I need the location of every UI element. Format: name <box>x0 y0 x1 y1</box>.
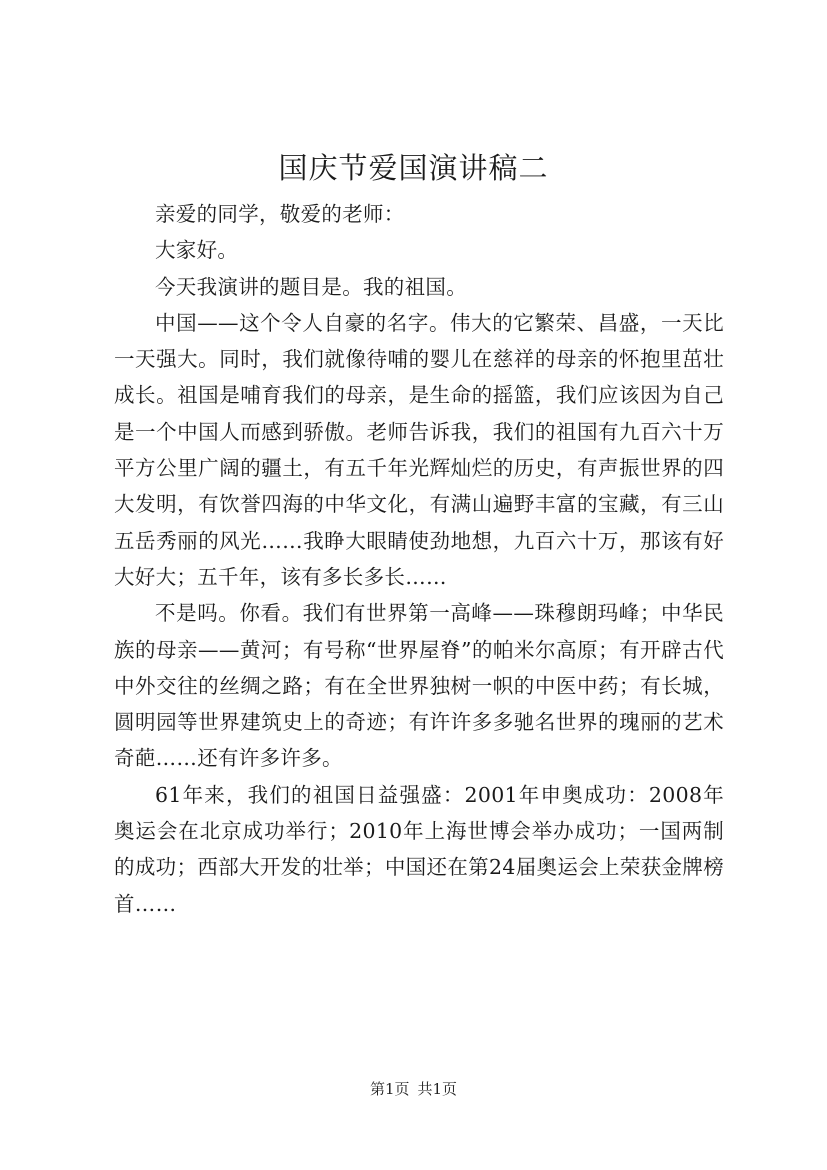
paragraph-achievements: 61年来，我们的祖国日益强盛：2001年申奥成功：2008年奥运会在北京成功举行；2010年上海世博会举办成功；一国两制的成功；西部大开发的壮举；中国还在第24届奥运会上荣获金牌榜首…… <box>114 782 724 916</box>
document-title: 国庆节爱国演讲稿二 <box>278 151 549 185</box>
paragraph-greeting: 亲爱的同学，敬爱的老师： <box>155 202 405 226</box>
document-body <box>114 196 724 922</box>
paragraph-topic: 今天我演讲的题目是。我的祖国。 <box>155 274 467 299</box>
paragraph-china: 中国——这个令人自豪的名字。伟大的它繁荣、昌盛，一天比一天强大。同时，我们就像待哺的婴儿在慈祥的母亲的怀抱里茁壮成长。祖国是哺育我们的母亲，是生命的摇篮，我们应该因为自己是一个中国人而感到骄傲。老师告诉我，我们的祖国有九百六十万平方公里广阔的疆土，有五千年光辉灿烂的历史，有声振世界的四大发明，有饮誉四海的中华文化，有满山遍野丰富的宝藏，有三山五岳秀丽的风光……我睁大眼睛使劲地想，九百六十万，那该有好大好大；五千年，该有多长多长…… <box>114 310 724 589</box>
page-total: 共1页 <box>417 1080 458 1098</box>
paragraph-wonders: 不是吗。你看。我们有世界第一高峰——珠穆朗玛峰；中华民族的母亲——黄河；有号称“世界屋脊”的帕米尔高原；有开辟古代中外交往的丝绸之路；有在全世界独树一帜的中医中药；有长城，圆明园等世界建筑史上的奇迹；有许许多多驰名世界的瑰丽的艺术奇葩……还有许多许多。 <box>114 601 724 771</box>
page-number: 第1页 <box>369 1080 410 1098</box>
paragraph-hello: 大家好。 <box>155 238 239 263</box>
page-footer <box>0 1078 827 1100</box>
